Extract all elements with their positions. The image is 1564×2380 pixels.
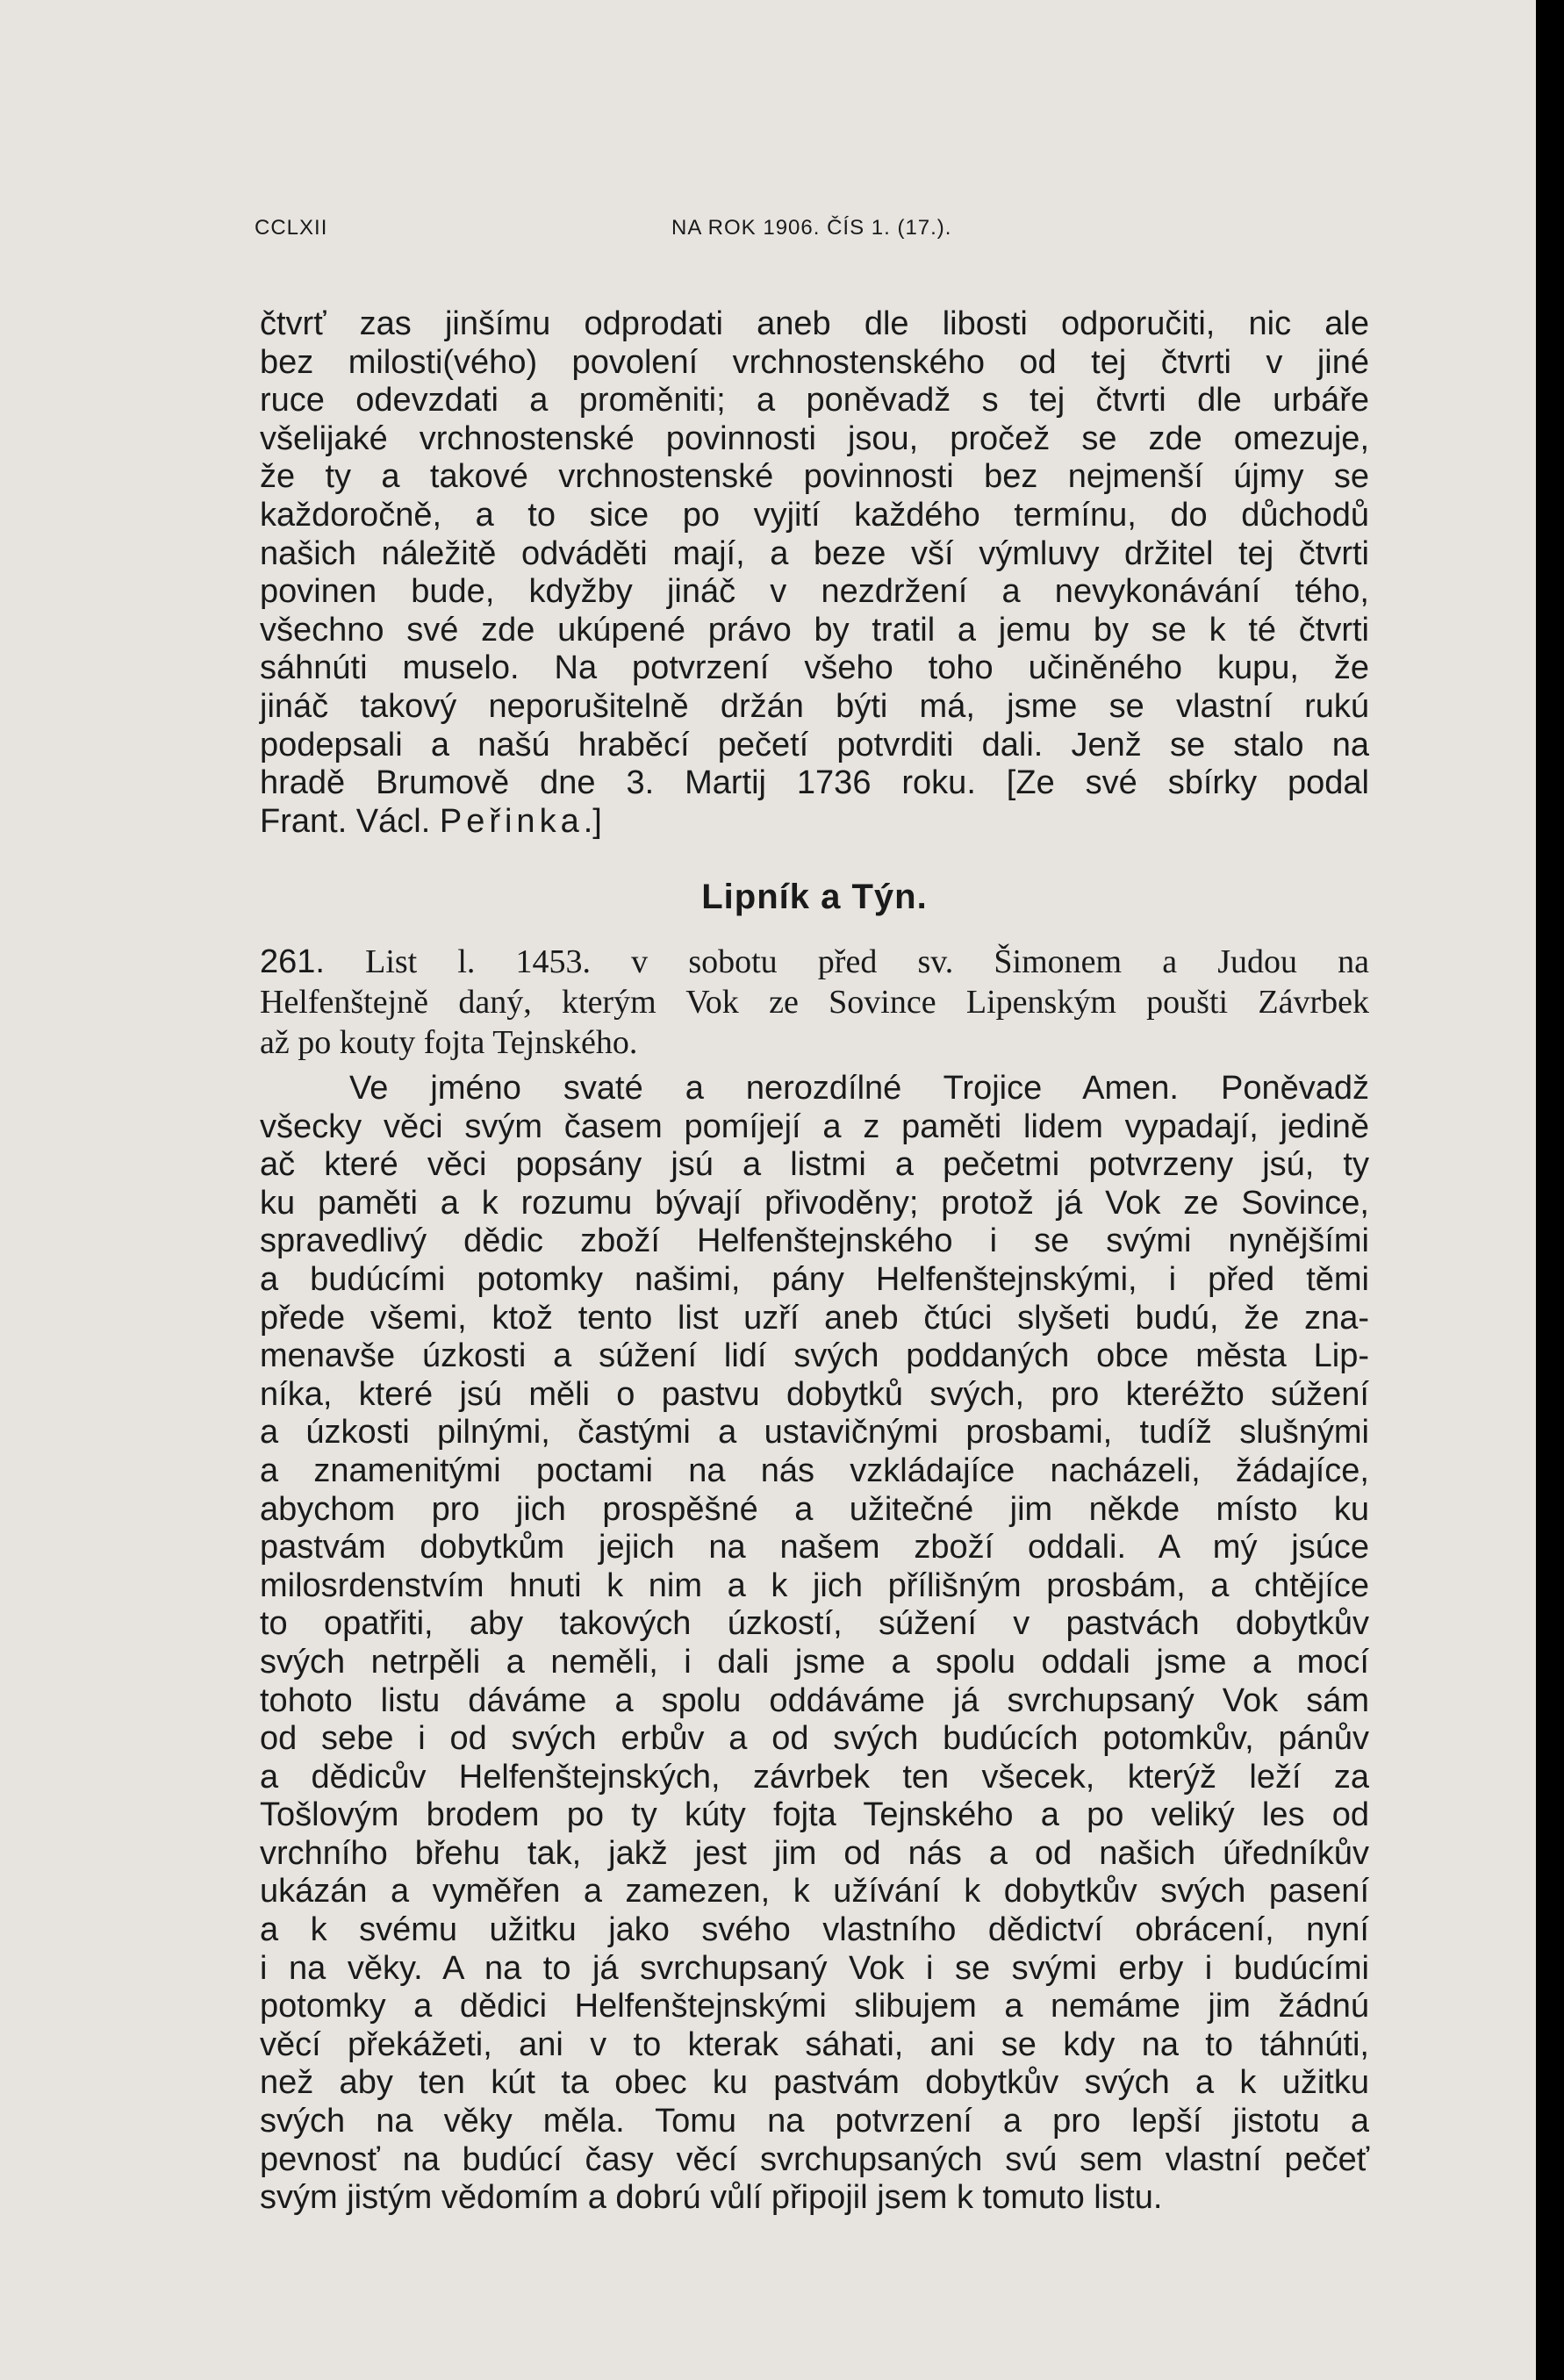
regest-text: List l. 1453. v sobotu před sv. Šimonem a Judou na <box>365 943 1369 980</box>
source-name: Peřinka <box>439 802 584 840</box>
text-line: podepsali a našú hraběcí pečetí potvrditi dali. Jenž se stalo na <box>260 726 1369 763</box>
text-line: Tošlovým brodem po ty kúty fojta Tejnského a po veliký les od <box>260 1796 1369 1834</box>
text-line: menavše úzkosti a súžení lidí svých poddaných obce města Lip- <box>260 1337 1369 1375</box>
text-line: našich náležitě odváděti mají, a beze vší výmluvy držitel tej čtvrti <box>260 534 1369 572</box>
text-line: abychom pro jich prospěšné a užitečné jim někde místo ku <box>260 1490 1369 1528</box>
text-line: ač které věci popsány jsú a listmi a pečetmi potvrzeny jsú, ty <box>260 1146 1369 1184</box>
text-line: každoročně, a to sice po vyjití každého termínu, do důchodů <box>260 496 1369 534</box>
source-suffix: .] <box>583 802 602 840</box>
text-line: než aby ten kút ta obec ku pastvám dobytkův svých a k užitku <box>260 2064 1369 2102</box>
running-title: NA ROK 1906. ČÍS 1. (17.). <box>671 216 952 240</box>
text-line: vrchního břehu tak, jakž jest jim od nás a od našich úředníkův <box>260 1834 1369 1872</box>
text-line: pastvám dobytkům jejich na našem zboží oddali. A mý jsúce <box>260 1529 1369 1566</box>
text-line: Ve jméno svaté a nerozdílné Trojice Amen. Poněvadž <box>349 1070 1369 1107</box>
text-line: čtvrť zas jinšímu odprodati aneb dle libosti odporučiti, nic ale <box>260 305 1369 342</box>
text-line: a úzkosti pilnými, častými a ustavičnými prosbami, tudíž slušnými <box>260 1414 1369 1452</box>
regest-line: Helfenštejně daný, kterým Vok ze Sovince Lipenským poušti Závrbek <box>260 984 1369 1021</box>
text-line: ruce odevzdati a proměniti; a poněvadž s tej čtvrti dle urbáře <box>260 382 1369 419</box>
text-line: všechno své zde ukúpené právo by tratil a jemu by se k té čtvrti <box>260 611 1369 649</box>
regest-line <box>260 942 1369 982</box>
text-line: jináč takový neporušitelně držán býti má, jsme se vlastní rukú <box>260 687 1369 725</box>
text-line: níka, které jsú měli o pastvu dobytků svých, pro kteréžto súžení <box>260 1375 1369 1413</box>
text-line: ukázán a vyměřen a zamezen, k užívání k dobytkův svých pasení <box>260 1873 1369 1910</box>
text-line: milosrdenstvím hnuti k nim a k jich přílišným prosbám, a chtějíce <box>260 1566 1369 1604</box>
text-line: hradě Brumově dne 3. Martij 1736 roku. [Ze své sbírky podal <box>260 764 1369 802</box>
text-line: všelijaké vrchnostenské povinnosti jsou, pročež se zde omezuje, <box>260 419 1369 457</box>
text-line: pevnosť na budúcí časy věcí svrchupsaných svú sem vlastní pečeť <box>260 2140 1369 2178</box>
text-line: potomky a dědici Helfenštejnskými slibujem a nemáme jim žádnú <box>260 1988 1369 2025</box>
text-line: bez milosti(vého) povolení vrchnostenského od tej čtvrti v jiné <box>260 343 1369 381</box>
source-prefix: Frant. Václ. <box>260 802 431 840</box>
document-regest <box>260 942 1369 1063</box>
paragraph-continuation <box>260 305 1369 841</box>
section-heading: Lipník a Týn. <box>701 878 928 916</box>
text-line: a k svému užitku jako svého vlastního dědictví obrácení, nyní <box>260 1911 1369 1949</box>
regest-line: až po kouty fojta Tejnského. <box>260 1024 638 1061</box>
text-line: svým jistým vědomím a dobrú vůlí připojil jsem k tomuto listu. <box>260 2179 1163 2217</box>
page-number: CCLXII <box>255 216 328 240</box>
text-line: svých na věky měla. Tomu na potvrzení a pro lepší jistotu a <box>260 2103 1369 2140</box>
text-line: od sebe i od svých erbův a od svých budúcích potomkův, pánův <box>260 1720 1369 1758</box>
text-line: přede všemi, ktož tento list uzří aneb čtúci slyšeti budú, že zna- <box>260 1299 1369 1337</box>
text-line: povinen bude, kdyžby jináč v nezdržení a nevykonávání tého, <box>260 573 1369 611</box>
text-line: ku paměti a k rozumu bývají přivoděny; protož já Vok ze Sovince, <box>260 1184 1369 1222</box>
document-number: 261. <box>260 943 325 980</box>
text-line: tohoto listu dáváme a spolu oddáváme já svrchupsaný Vok sám <box>260 1681 1369 1719</box>
text-line: a budúcími potomky našimi, pány Helfenštejnskými, i před těmi <box>260 1260 1369 1298</box>
text-line: i na věky. A na to já svrchupsaný Vok i se svými erby i budúcími <box>260 1949 1369 1987</box>
text-line: věcí překážeti, ani v to kterak sáhati, ani se kdy na to táhnúti, <box>260 2025 1369 2063</box>
text-line: sáhnúti muselo. Na potvrzení všeho toho učiněného kupu, že <box>260 649 1369 687</box>
text-line: to opatřiti, aby takových úzkostí, súžení v pastvách dobytkův <box>260 1605 1369 1643</box>
text-line: a znamenitými poctami na nás vzkládajíce nacházeli, žádajíce, <box>260 1452 1369 1489</box>
text-line-last <box>260 803 1369 842</box>
text-line: a dědicův Helfenštejnských, závrbek ten všecek, kterýž leží za <box>260 1758 1369 1796</box>
text-line: svých netrpěli a neměli, i dali jsme a spolu oddali jsme a mocí <box>260 1643 1369 1681</box>
charter-text <box>260 1070 1369 2218</box>
text-line: spravedlivý dědic zboží Helfenštejnského i se svými nynějšími <box>260 1222 1369 1260</box>
text-line: všecky věci svým časem pomíjejí a z paměti lidem vypadají, jedině <box>260 1108 1369 1145</box>
text-line: že ty a takové vrchnostenské povinnosti bez nejmenší újmy se <box>260 458 1369 496</box>
